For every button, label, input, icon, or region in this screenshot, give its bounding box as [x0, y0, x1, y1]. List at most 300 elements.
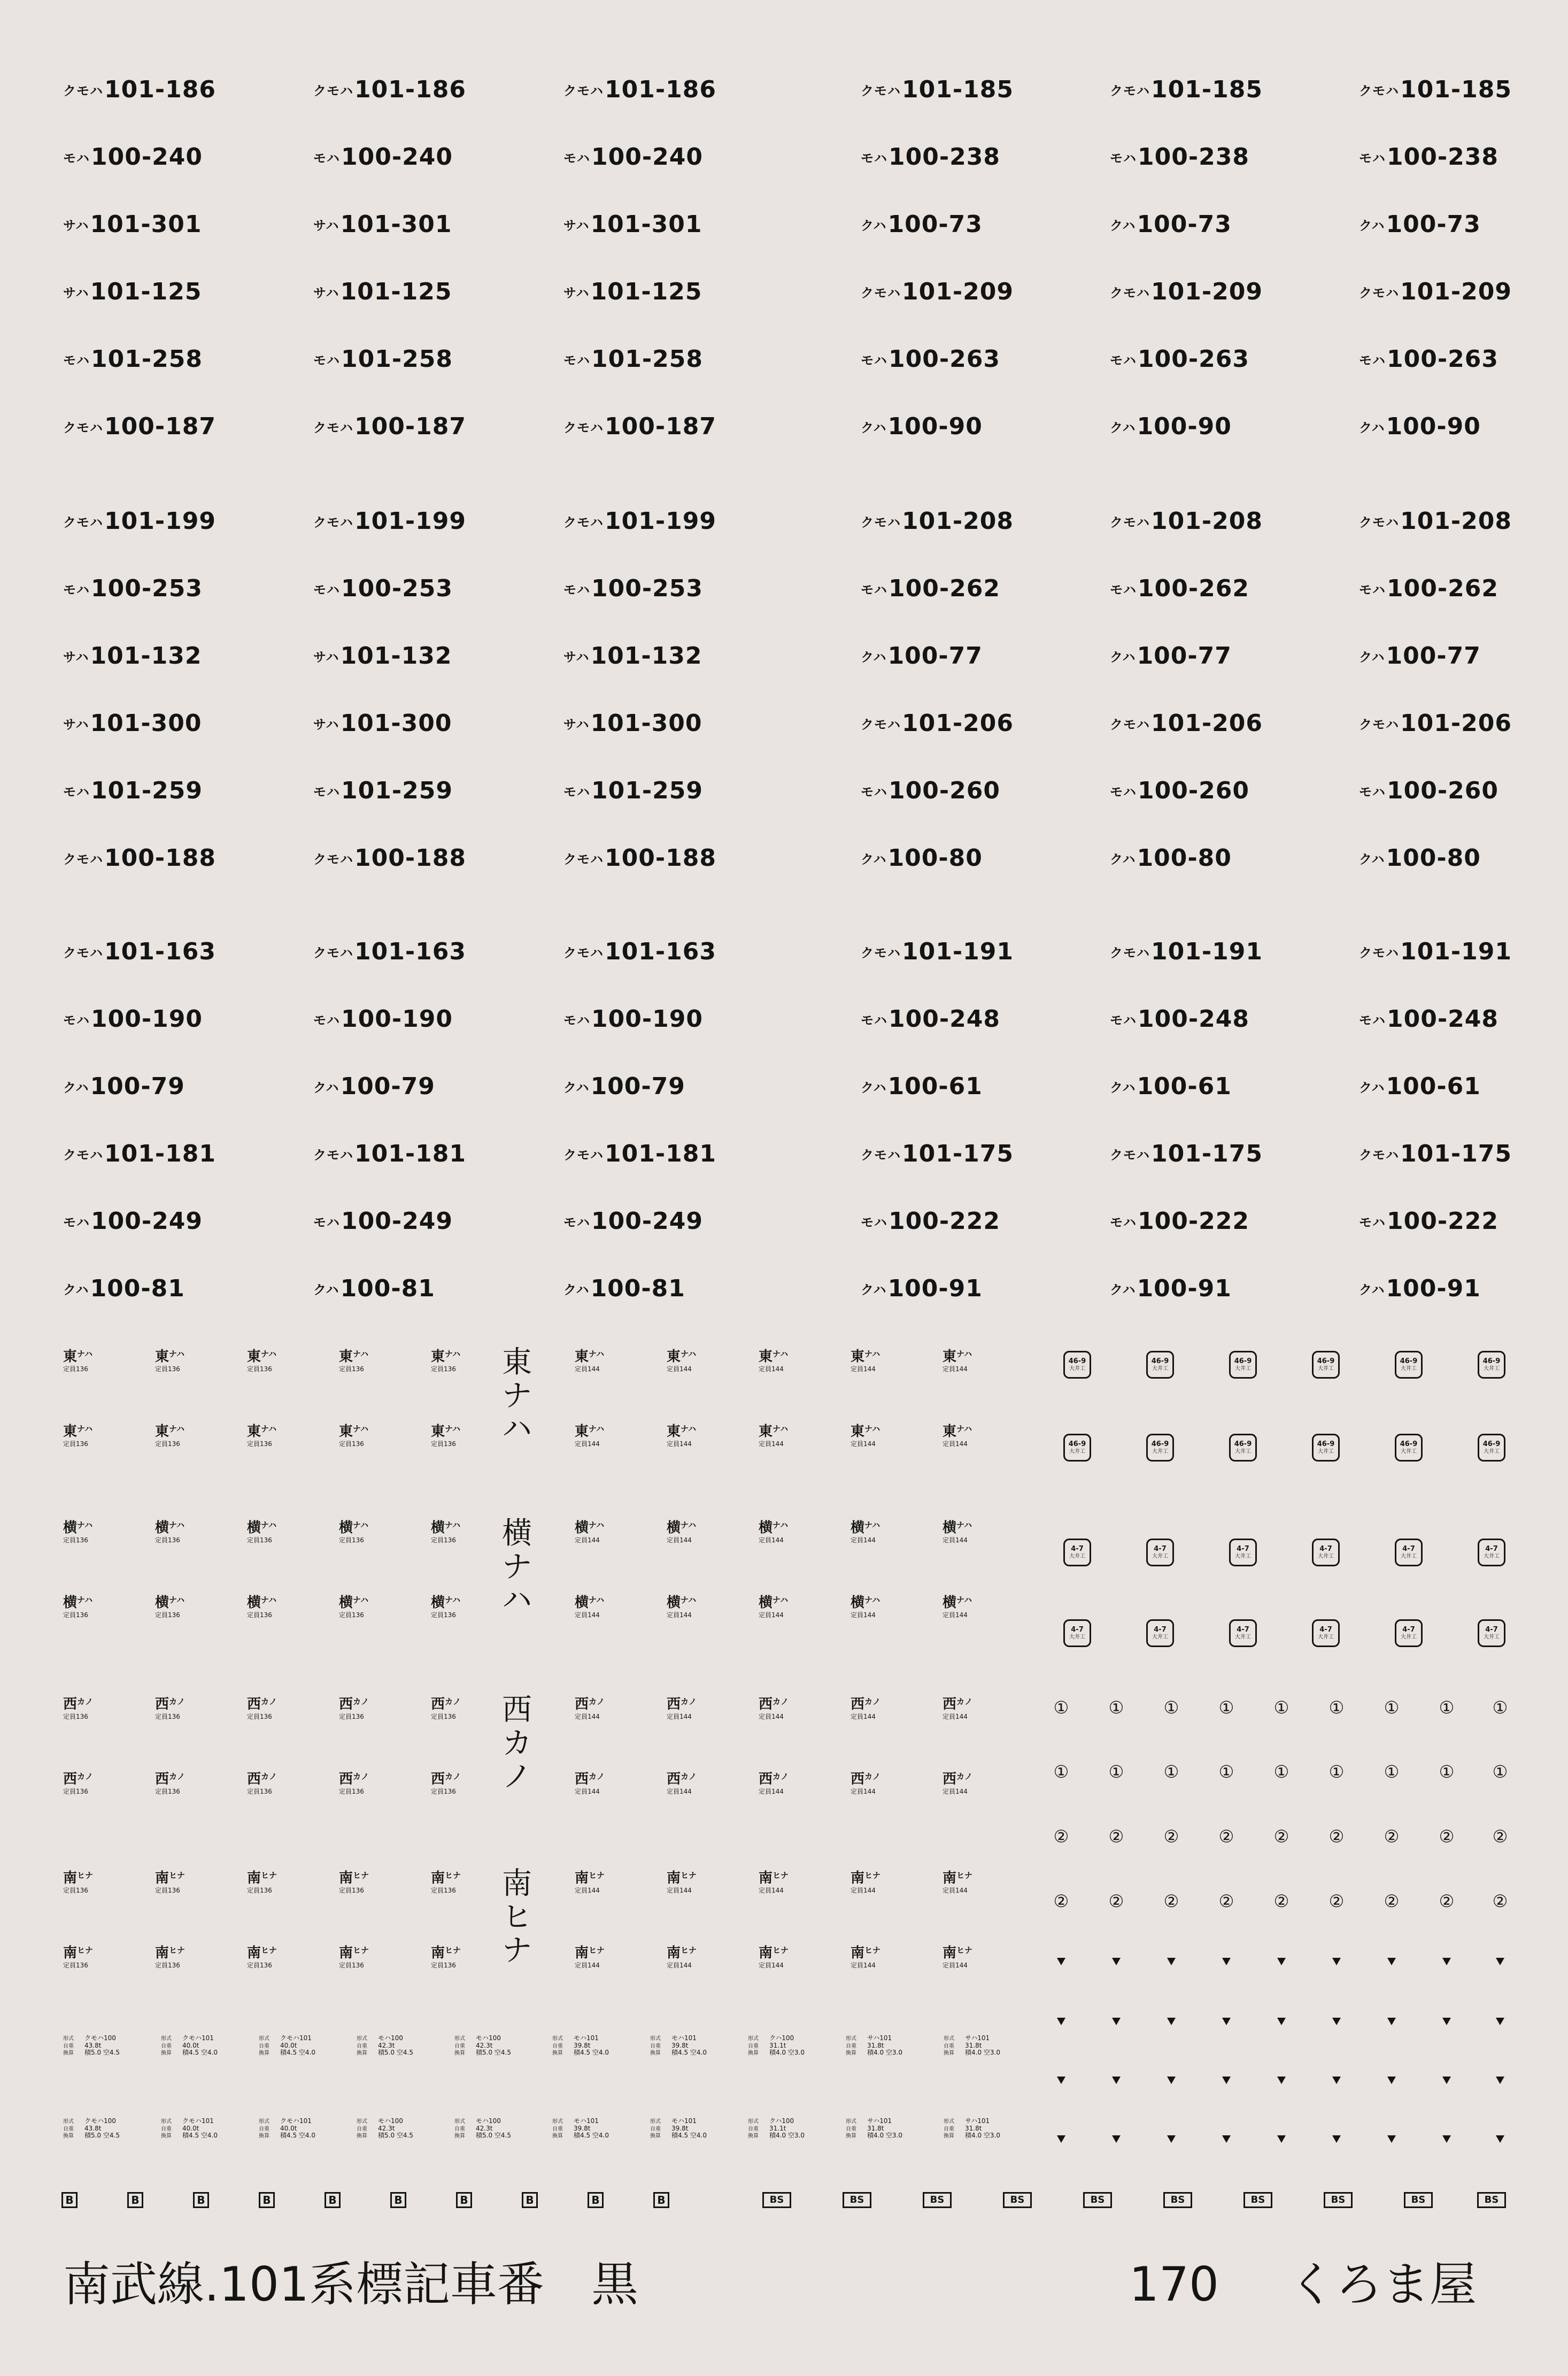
spec-value: 31.8t: [965, 2041, 982, 2049]
spec-row: [748, 2118, 833, 2125]
spec-key: 換算: [357, 2050, 367, 2056]
car-type-kana: モハ: [563, 353, 590, 368]
depot-sub-kana: ヒナ: [589, 1871, 605, 1880]
bs-mark: BS: [1163, 2192, 1192, 2208]
depot-capacity: 定員144: [759, 1365, 784, 1373]
car-number-digits: 100-222: [1138, 1208, 1249, 1235]
car-type-kana: クモハ: [861, 945, 901, 960]
badge-date: 46-9: [1317, 1357, 1335, 1365]
car-number: [63, 577, 203, 601]
spec-key: 換算: [259, 2050, 269, 2056]
depot-mark: [575, 1772, 623, 1795]
car-type-kana: クモハ: [313, 852, 353, 867]
spec-key: 形式: [552, 2035, 563, 2042]
circled-number-mark: ②: [1273, 1826, 1289, 1847]
car-number-digits: 101-206: [902, 710, 1014, 737]
spec-plate: [357, 2118, 442, 2140]
depot-capacity: 定員144: [667, 1611, 692, 1619]
circled-number-mark: ②: [1439, 1826, 1455, 1847]
car-number: [313, 280, 452, 304]
car-number: [1110, 712, 1263, 735]
depot-main-char: 西: [431, 1771, 445, 1787]
depot-sub-kana: ナハ: [77, 1349, 93, 1359]
triangle-mark: [1057, 2077, 1065, 2084]
car-type-kana: モハ: [1110, 151, 1137, 166]
triangle-mark: [1167, 1958, 1176, 1965]
spec-key: 自重: [748, 2043, 759, 2049]
car-type-kana: クハ: [313, 1080, 339, 1095]
depot-main-char: 西: [247, 1696, 261, 1712]
car-type-kana: クモハ: [1359, 286, 1399, 301]
car-number: [63, 415, 216, 439]
bs-mark: BS: [1003, 2192, 1032, 2208]
circled-number-mark: ①: [1439, 1762, 1455, 1782]
depot-sub-kana: カノ: [169, 1697, 186, 1706]
depot-sub-kana: ヒナ: [261, 1946, 277, 1955]
depot-capacity: 定員136: [247, 1536, 272, 1544]
spec-key: 自重: [454, 2126, 465, 2132]
car-number-digits: 101-175: [902, 1140, 1014, 1167]
depot-vertical-char: ハ: [502, 1583, 532, 1618]
depot-main-char: 東: [247, 1424, 261, 1440]
car-type-kana: クモハ: [313, 420, 353, 435]
car-type-kana: クハ: [1359, 1080, 1385, 1095]
car-type-kana: クモハ: [563, 515, 604, 530]
depot-main-char: 西: [63, 1696, 78, 1712]
depot-vertical-label: [498, 1694, 536, 1794]
triangle-mark: [1167, 2018, 1176, 2025]
car-number: [1359, 415, 1481, 439]
spec-key: 自重: [259, 2126, 269, 2132]
depot-mark: [247, 1521, 295, 1543]
car-number-digits: 100-73: [1137, 211, 1232, 238]
car-type-kana: クモハ: [63, 515, 103, 530]
spec-value: 31.1t: [769, 2041, 786, 2049]
triangle-mark: [1167, 2135, 1176, 2143]
spec-value: クモハ101: [182, 2117, 214, 2125]
spec-plate: [454, 2035, 540, 2057]
depot-mark: [667, 1521, 715, 1543]
depot-sub-kana: ナハ: [589, 1595, 605, 1605]
car-number-digits: 100-262: [889, 575, 1000, 602]
depot-vertical-char: ヒ: [502, 1900, 532, 1935]
depot-main-char: 横: [247, 1520, 261, 1536]
car-number: [861, 345, 1000, 373]
badge-date: 4-7: [1237, 1626, 1249, 1634]
depot-capacity: 定員136: [339, 1713, 364, 1720]
depot-mark: [431, 1350, 479, 1372]
spec-row: [552, 2118, 638, 2125]
spec-row: [259, 2042, 344, 2049]
spec-value: モハ100: [378, 2117, 403, 2125]
car-number: [861, 1005, 1000, 1033]
car-number: [1110, 213, 1232, 236]
spec-value: 積4.5 空4.0: [671, 2048, 707, 2056]
car-type-kana: モハ: [563, 151, 590, 166]
depot-capacity: 定員144: [575, 1365, 600, 1373]
bs-mark: BS: [1083, 2192, 1112, 2208]
car-number: [313, 1075, 435, 1098]
depot-capacity: 定員136: [431, 1365, 456, 1373]
spec-key: 形式: [357, 2118, 367, 2125]
depot-mark: [759, 1596, 807, 1618]
depot-main-char: 南: [851, 1945, 865, 1961]
badge-date: 46-9: [1234, 1357, 1252, 1365]
car-number: [861, 844, 983, 872]
spec-plate: [650, 2035, 736, 2057]
spec-row: [63, 2118, 149, 2125]
depot-main-char: 西: [851, 1771, 865, 1787]
depot-mark: [759, 1697, 807, 1720]
spec-row: [944, 2035, 1029, 2042]
badge-date: 4-7: [1071, 1545, 1084, 1553]
triangle-mark: [1496, 2018, 1504, 2025]
depot-capacity: 定員144: [851, 1887, 876, 1894]
depot-sub-kana: ナハ: [353, 1595, 369, 1605]
depot-main-char: 西: [943, 1696, 957, 1712]
car-number-digits: 101-186: [354, 76, 466, 103]
car-type-kana: クハ: [1110, 852, 1136, 867]
spec-value: 積4.5 空4.0: [280, 2131, 315, 2139]
depot-capacity: 定員144: [667, 1440, 692, 1448]
triangle-mark: [1277, 1958, 1286, 1965]
car-type-kana: モハ: [861, 353, 887, 368]
badge-works: 大井工: [1235, 1554, 1251, 1559]
depot-mark: [943, 1521, 991, 1543]
car-number-digits: 100-188: [104, 844, 216, 872]
car-number-digits: 100-253: [91, 575, 203, 602]
car-type-kana: サハ: [63, 218, 89, 233]
badge-works: 大井工: [1235, 1634, 1251, 1640]
depot-main-char: 南: [155, 1945, 169, 1961]
car-number-digits: 100-77: [1386, 642, 1481, 670]
depot-sub-kana: ヒナ: [864, 1946, 881, 1955]
badge-date: 46-9: [1317, 1440, 1335, 1448]
car-number-digits: 100-79: [340, 1073, 435, 1100]
maintenance-badge: [1478, 1619, 1505, 1647]
depot-sub-kana: カノ: [261, 1772, 277, 1781]
depot-capacity: 定員136: [339, 1365, 364, 1373]
triangle-mark: [1167, 2077, 1176, 2084]
badge-works: 大井工: [1318, 1366, 1334, 1372]
car-type-kana: モハ: [1110, 785, 1137, 799]
depot-vertical-char: 南: [502, 1866, 532, 1901]
car-number-digits: 101-125: [90, 278, 202, 305]
depot-sub-kana: カノ: [77, 1772, 94, 1781]
car-number-digits: 101-185: [1151, 76, 1263, 103]
car-number-digits: 101-258: [591, 345, 703, 373]
car-type-kana: クハ: [1110, 218, 1136, 233]
depot-sub-kana: ヒナ: [445, 1871, 461, 1880]
depot-sub-kana: ヒナ: [353, 1946, 369, 1955]
depot-capacity: 定員136: [63, 1713, 88, 1720]
depot-capacity: 定員136: [155, 1440, 180, 1448]
depot-sub-kana: カノ: [773, 1697, 789, 1706]
car-type-kana: クモハ: [1359, 515, 1399, 530]
depot-sub-kana: ナハ: [681, 1349, 697, 1359]
badge-date: 46-9: [1482, 1440, 1501, 1448]
spec-key: 換算: [944, 2050, 954, 2056]
spec-value: 39.8t: [671, 2041, 689, 2049]
car-type-kana: クモハ: [313, 515, 353, 530]
bs-mark: BS: [1243, 2192, 1272, 2208]
car-number-digits: 101-175: [1400, 1140, 1512, 1167]
depot-mark: [667, 1350, 715, 1372]
car-type-kana: クモハ: [563, 945, 604, 960]
spec-row: [846, 2049, 931, 2057]
spec-value: 積4.5 空4.0: [280, 2048, 315, 2056]
triangle-mark: [1057, 2135, 1065, 2143]
triangle-mark: [1387, 2018, 1396, 2025]
spec-row: [944, 2118, 1029, 2125]
spec-value: クモハ101: [182, 2034, 214, 2042]
car-number-digits: 101-301: [590, 211, 702, 238]
car-type-kana: クモハ: [861, 286, 901, 301]
depot-sub-kana: ナハ: [77, 1595, 93, 1605]
car-type-kana: モハ: [1359, 1013, 1386, 1028]
spec-key: 自重: [357, 2126, 367, 2132]
car-type-kana: クハ: [1110, 1080, 1136, 1095]
spec-key: 形式: [944, 2035, 954, 2042]
depot-mark: [851, 1425, 899, 1447]
car-type-kana: サハ: [313, 717, 339, 732]
car-number-digits: 101-259: [591, 777, 703, 804]
car-number-digits: 100-77: [1137, 642, 1232, 670]
car-type-kana: クハ: [563, 1080, 590, 1095]
depot-mark: [339, 1871, 387, 1894]
car-type-kana: クモハ: [563, 420, 604, 435]
badge-date: 46-9: [1400, 1357, 1418, 1365]
spec-value: 積4.5 空4.0: [671, 2131, 707, 2139]
circled-number-mark: ②: [1053, 1891, 1069, 1911]
car-number-digits: 100-263: [1387, 345, 1499, 373]
car-type-kana: クモハ: [861, 1148, 901, 1163]
depot-vertical-char: 東: [502, 1345, 532, 1380]
depot-mark: [247, 1871, 295, 1894]
car-number: [563, 345, 703, 373]
car-type-kana: クモハ: [563, 1148, 604, 1163]
spec-key: 形式: [650, 2118, 661, 2125]
car-number: [563, 644, 702, 668]
badge-works: 大井工: [1484, 1634, 1500, 1640]
car-type-kana: クモハ: [861, 515, 901, 530]
triangle-mark: [1057, 1958, 1065, 1965]
car-type-kana: サハ: [63, 286, 89, 301]
depot-sub-kana: ヒナ: [681, 1946, 697, 1955]
depot-mark: [575, 1871, 623, 1894]
circled-number-mark: ②: [1328, 1826, 1345, 1847]
depot-capacity: 定員136: [339, 1536, 364, 1544]
car-type-kana: クモハ: [563, 852, 604, 867]
car-number: [1359, 145, 1499, 169]
maintenance-badge: [1395, 1619, 1423, 1647]
depot-main-char: 西: [339, 1696, 353, 1712]
car-number: [861, 213, 983, 236]
maintenance-badge: [1146, 1434, 1174, 1462]
car-type-kana: サハ: [563, 218, 590, 233]
badge-date: 4-7: [1402, 1545, 1415, 1553]
car-type-kana: クモハ: [313, 83, 353, 98]
spec-row: [650, 2132, 736, 2140]
depot-mark: [575, 1697, 623, 1720]
car-number-digits: 101-191: [902, 938, 1014, 965]
car-number: [563, 712, 702, 735]
car-type-kana: クモハ: [313, 945, 353, 960]
car-number: [1359, 345, 1499, 373]
depot-capacity: 定員144: [943, 1788, 968, 1795]
spec-value: サハ101: [965, 2034, 990, 2042]
car-number: [563, 1142, 716, 1166]
depot-sub-kana: ヒナ: [169, 1946, 186, 1955]
car-number: [313, 1210, 453, 1233]
bs-mark: BS: [762, 2192, 791, 2208]
car-type-kana: クハ: [861, 650, 887, 665]
depot-capacity: 定員136: [63, 1788, 88, 1795]
car-number-digits: 100-91: [1386, 1275, 1481, 1302]
b-mark: B: [259, 2192, 275, 2208]
spec-row: [357, 2042, 442, 2049]
spec-value: 40.0t: [182, 2041, 199, 2049]
car-type-kana: クモハ: [313, 1148, 353, 1163]
depot-capacity: 定員144: [667, 1713, 692, 1720]
depot-mark: [155, 1425, 203, 1447]
depot-main-char: 東: [63, 1424, 78, 1440]
depot-sub-kana: カノ: [169, 1772, 186, 1781]
car-number: [861, 78, 1014, 102]
depot-main-char: 横: [431, 1595, 445, 1611]
spec-row: [748, 2042, 833, 2049]
car-number: [313, 345, 453, 373]
car-type-kana: モハ: [63, 1013, 90, 1028]
car-number: [861, 145, 1000, 169]
car-number-digits: 100-90: [1137, 413, 1232, 440]
circled-number-mark: ①: [1439, 1697, 1455, 1718]
car-type-kana: モハ: [63, 151, 90, 166]
car-number: [563, 1075, 685, 1098]
maintenance-badge: [1478, 1351, 1505, 1379]
depot-main-char: 横: [339, 1520, 353, 1536]
spec-key: 自重: [552, 2043, 563, 2049]
depot-sub-kana: ナハ: [261, 1520, 277, 1530]
car-type-kana: クモハ: [1110, 515, 1150, 530]
car-type-kana: クハ: [313, 1282, 339, 1297]
car-number-digits: 100-190: [91, 1005, 203, 1033]
spec-value: モハ100: [378, 2034, 403, 2042]
depot-capacity: 定員136: [247, 1887, 272, 1894]
spec-row: [748, 2132, 833, 2140]
circled-number-mark: ②: [1053, 1826, 1069, 1847]
car-type-kana: クモハ: [1359, 945, 1399, 960]
depot-mark: [575, 1521, 623, 1543]
car-number-digits: 101-208: [902, 508, 1014, 535]
car-number-digits: 100-73: [1386, 211, 1481, 238]
car-number-digits: 100-80: [1137, 844, 1232, 872]
car-number: [861, 1075, 983, 1098]
spec-value: 積5.0 空4.5: [378, 2131, 413, 2139]
car-number-digits: 100-79: [590, 1073, 685, 1100]
triangle-mark: [1332, 2018, 1341, 2025]
depot-capacity: 定員144: [759, 1713, 784, 1720]
depot-mark: [431, 1521, 479, 1543]
spec-row: [161, 2125, 246, 2132]
depot-sub-kana: カノ: [445, 1697, 461, 1706]
car-number-digits: 101-206: [1151, 710, 1263, 737]
car-number-digits: 101-181: [605, 1140, 716, 1167]
depot-mark: [431, 1425, 479, 1447]
spec-value: 43.8t: [84, 2041, 102, 2049]
depot-capacity: 定員136: [247, 1365, 272, 1373]
depot-capacity: 定員136: [339, 1440, 364, 1448]
car-type-kana: サハ: [63, 650, 89, 665]
depot-capacity: 定員144: [851, 1962, 876, 1969]
car-type-kana: クモハ: [63, 420, 103, 435]
spec-value: クモハ101: [280, 2034, 312, 2042]
spec-value: モハ101: [671, 2034, 697, 2042]
depot-mark: [575, 1350, 623, 1372]
car-number-digits: 101-191: [1151, 938, 1263, 965]
depot-sub-kana: ナハ: [773, 1349, 789, 1359]
spec-row: [63, 2042, 149, 2049]
depot-sub-kana: ナハ: [956, 1424, 972, 1434]
car-number: [63, 1075, 185, 1098]
car-number-digits: 101-191: [1400, 938, 1512, 965]
car-number: [563, 779, 703, 803]
car-number-digits: 101-300: [340, 710, 452, 737]
car-number: [63, 1277, 185, 1301]
triangle-mark: [1222, 2018, 1231, 2025]
car-type-kana: クハ: [1359, 218, 1385, 233]
depot-capacity: 定員144: [575, 1887, 600, 1894]
depot-capacity: 定員144: [759, 1440, 784, 1448]
car-type-kana: モハ: [861, 582, 887, 597]
depot-main-char: 東: [339, 1424, 353, 1440]
brand-name: くろま屋: [1288, 2257, 1477, 2312]
depot-mark: [431, 1946, 479, 1969]
depot-mark: [759, 1521, 807, 1543]
depot-capacity: 定員136: [63, 1365, 88, 1373]
depot-main-char: 東: [575, 1349, 589, 1365]
depot-vertical-label: [498, 1517, 536, 1618]
spec-value: モハ101: [671, 2117, 697, 2125]
spec-value: 40.0t: [280, 2124, 297, 2132]
depot-main-char: 横: [63, 1520, 78, 1536]
depot-main-char: 横: [247, 1595, 261, 1611]
maintenance-badge: [1063, 1619, 1091, 1647]
triangle-mark: [1112, 2018, 1121, 2025]
depot-main-char: 横: [575, 1520, 589, 1536]
car-type-kana: モハ: [313, 582, 340, 597]
car-type-kana: モハ: [1110, 582, 1137, 597]
depot-capacity: 定員136: [155, 1788, 180, 1795]
depot-mark: [667, 1946, 715, 1969]
depot-capacity: 定員144: [943, 1713, 968, 1720]
depot-capacity: 定員136: [155, 1962, 180, 1969]
spec-value: 積4.0 空3.0: [965, 2131, 1000, 2139]
circled-number-mark: ①: [1163, 1697, 1179, 1718]
spec-row: [259, 2132, 344, 2140]
car-type-kana: モハ: [861, 785, 887, 799]
car-number: [1359, 78, 1512, 102]
triangle-mark: [1332, 2135, 1341, 2143]
triangle-mark: [1332, 1958, 1341, 1965]
depot-main-char: 横: [155, 1595, 169, 1611]
depot-main-char: 西: [667, 1771, 681, 1787]
depot-main-char: 西: [155, 1771, 169, 1787]
car-number-digits: 101-163: [104, 938, 216, 965]
depot-main-char: 東: [155, 1349, 169, 1365]
depot-capacity: 定員136: [155, 1365, 180, 1373]
car-number-digits: 100-260: [889, 777, 1000, 804]
